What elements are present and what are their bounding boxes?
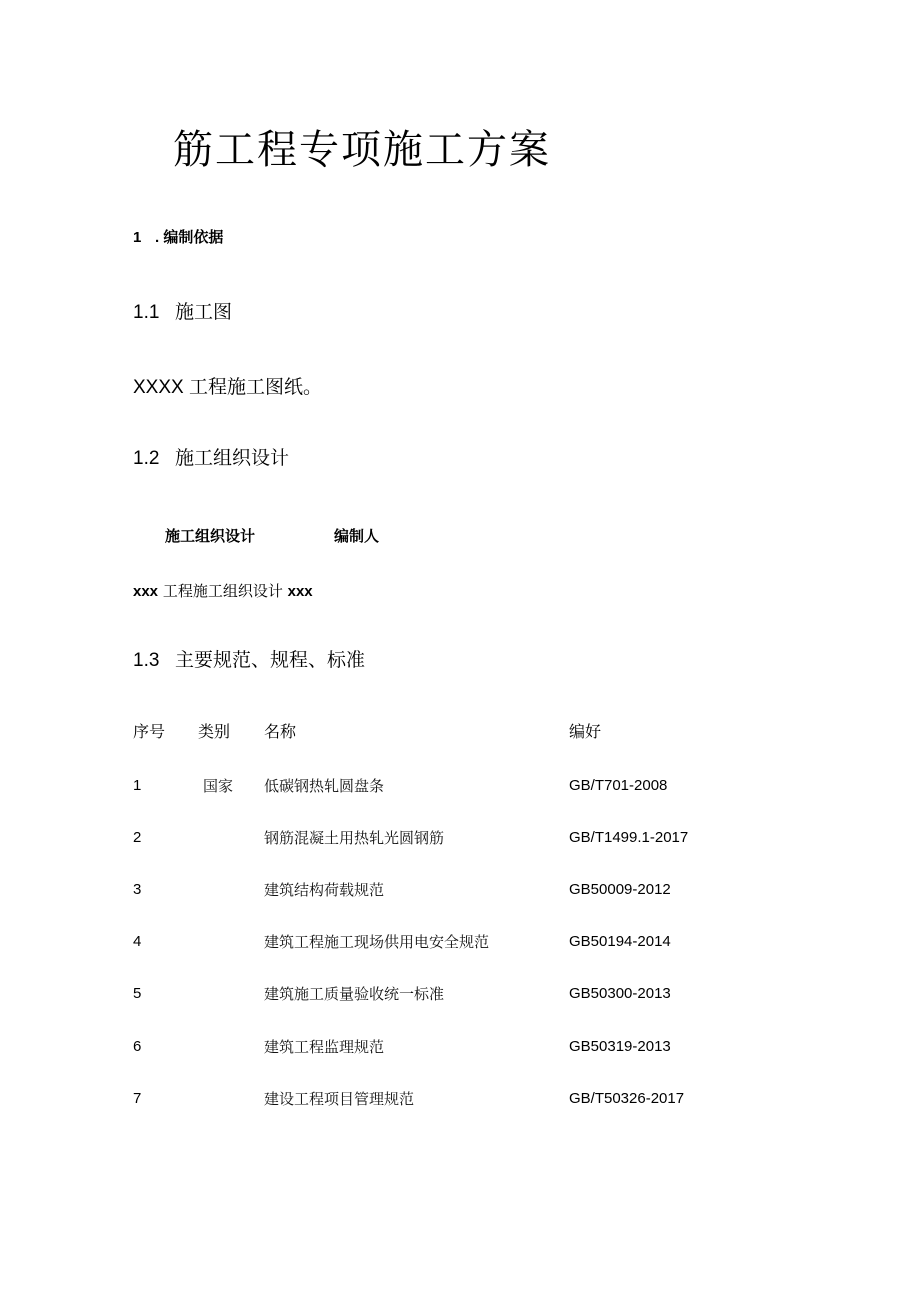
row-name: 建筑结构荷载规范 <box>264 881 385 899</box>
section-heading-1-2 <box>133 446 289 472</box>
row-code: GB50319-2013 <box>569 1038 671 1055</box>
section-number: 1.3 <box>133 650 160 671</box>
row-index: 6 <box>133 1038 142 1055</box>
section-number: 1.1 <box>133 302 160 323</box>
drawings-paragraph: XXXX 工程施工图纸。 <box>133 377 322 398</box>
document-title: 筋工程专项施工方案 <box>173 127 551 173</box>
row-index: 2 <box>133 829 142 846</box>
section-label: 施工组织设计 <box>175 448 290 469</box>
section-label: 主要规范、规程、标准 <box>175 650 366 671</box>
row-code: GB/T701-2008 <box>569 777 668 794</box>
row-index: 4 <box>133 933 142 950</box>
section-heading-1-1 <box>133 300 232 326</box>
org-design-name: 工程施工组织设计 <box>162 582 283 600</box>
row-name: 建筑工程施工现场供用电安全规范 <box>264 933 490 951</box>
section-number: 1 <box>133 229 142 246</box>
row-code: GB/T50326-2017 <box>569 1090 685 1107</box>
row-name: 低碳钢热轧圆盘条 <box>264 777 385 795</box>
row-code: GB50194-2014 <box>569 933 671 950</box>
header-category: 类别 <box>198 724 231 741</box>
row-name: 钢筋混凝土用热轧光圆钢筋 <box>264 829 445 847</box>
row-index: 1 <box>133 777 142 794</box>
org-design-author: xxx <box>287 583 313 600</box>
section-label: 施工图 <box>175 302 233 323</box>
row-index: 5 <box>133 985 142 1002</box>
org-design-header-name: 施工组织设计 <box>165 528 256 545</box>
section-heading-1 <box>133 227 223 249</box>
header-code: 编好 <box>569 724 602 741</box>
row-index: 3 <box>133 881 142 898</box>
row-code: GB/T1499.1-2017 <box>569 829 689 846</box>
row-name: 建筑施工质量验收统一标准 <box>264 985 445 1003</box>
row-code: GB50300-2013 <box>569 985 671 1002</box>
header-index: 序号 <box>133 724 166 741</box>
row-index: 7 <box>133 1090 142 1107</box>
row-category: 国家 <box>203 777 234 795</box>
org-design-prefix: xxx <box>133 583 159 600</box>
org-design-header-author: 编制人 <box>334 528 380 545</box>
row-name: 建设工程项目管理规范 <box>264 1090 415 1108</box>
row-code: GB50009-2012 <box>569 881 671 898</box>
section-heading-1-3 <box>133 648 365 674</box>
section-label: . 编制依据 <box>155 229 224 246</box>
org-design-row <box>133 580 313 603</box>
header-name: 名称 <box>264 724 297 741</box>
row-name: 建筑工程监理规范 <box>264 1038 385 1056</box>
section-number: 1.2 <box>133 448 160 469</box>
